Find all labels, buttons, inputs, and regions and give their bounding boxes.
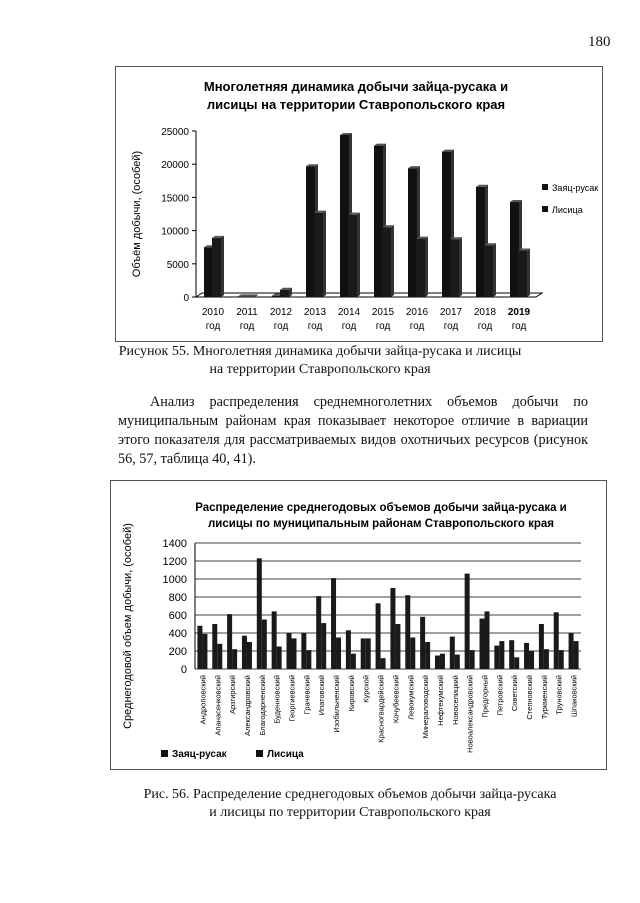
bar-side-face — [323, 211, 326, 297]
x-tick-label: Арзгирский — [228, 675, 238, 715]
legend-swatch — [161, 750, 168, 757]
legend-swatch — [542, 184, 548, 190]
bar-hare — [376, 603, 381, 669]
y-tick-label: 400 — [168, 628, 187, 640]
x-tick-sublabel: год — [511, 321, 527, 332]
bar-hare — [510, 202, 519, 297]
bar-side-face — [221, 236, 224, 297]
x-tick-label: 2018 — [473, 307, 497, 318]
bar-hare — [340, 135, 349, 297]
bar-fox — [280, 290, 289, 297]
bar-hare — [390, 588, 395, 669]
legend-label: Заяц-русак — [172, 749, 227, 760]
bar-fox — [348, 215, 357, 297]
x-tick-label: Шпаковский — [569, 675, 579, 717]
legend-label: Лисица — [267, 749, 304, 760]
bar-fox — [470, 650, 475, 669]
x-tick-label: Минераловодский — [421, 675, 431, 739]
x-tick-label: 2017 — [439, 307, 463, 318]
bar-hare — [569, 633, 574, 669]
bar-hare — [408, 168, 417, 297]
x-tick-label: Труновский — [554, 675, 564, 715]
bar-hare — [272, 611, 277, 669]
x-tick-label: Левокумский — [406, 675, 416, 720]
x-tick-sublabel: год — [239, 321, 255, 332]
x-tick-label: 2011 — [236, 307, 258, 318]
bar-hare — [509, 640, 514, 669]
chart-harvest-dynamics — [115, 66, 603, 342]
bar-hare — [272, 296, 281, 297]
bar-fox — [559, 650, 564, 669]
x-tick-label: Нефтекумский — [435, 675, 445, 726]
bar-fox — [292, 638, 297, 669]
figure-56-caption-line1: Рис. 56. Распределение среднегодовых объемов добычи зайца-русака — [143, 787, 557, 802]
x-tick-label: Курской — [361, 675, 371, 703]
bar-hare — [197, 626, 202, 669]
chart-title-line: Многолетняя динамика добычи зайца-русака и — [203, 79, 509, 94]
x-tick-label: Благодарненский — [257, 675, 267, 736]
bar-hare — [524, 643, 529, 669]
chart-title-line: Распределение среднегодовых объемов добычи зайца-русака и — [195, 502, 567, 514]
bar-fox — [544, 649, 549, 669]
bar-fox — [395, 624, 400, 669]
bar-fox — [381, 658, 386, 669]
legend-label: Лисица — [552, 205, 583, 215]
x-tick-label: Георгиевский — [287, 675, 297, 722]
bar-hare — [374, 146, 383, 297]
bar-hare — [420, 617, 425, 669]
bar-hare — [450, 637, 455, 669]
bar-fox — [366, 638, 371, 669]
bar-side-face — [527, 249, 530, 297]
bar-hare — [316, 596, 321, 669]
x-tick-label: 2012 — [269, 307, 293, 318]
y-tick-label: 5000 — [166, 259, 189, 271]
x-tick-label: Кочубеевский — [391, 675, 401, 723]
page-number: 180 — [588, 34, 611, 50]
bar-hare — [257, 558, 262, 669]
x-tick-sublabel: год — [205, 321, 221, 332]
bar-fox — [514, 657, 519, 669]
y-tick-label: 1200 — [162, 556, 187, 568]
bar-side-face — [425, 237, 428, 297]
bar-hare — [435, 656, 440, 670]
y-tick-label: 800 — [168, 592, 187, 604]
x-tick-sublabel: год — [477, 321, 493, 332]
figure-55-caption — [100, 343, 540, 379]
bar-hare — [539, 624, 544, 669]
bar-fox — [455, 655, 460, 669]
y-tick-label: 15000 — [161, 193, 189, 205]
body-paragraph — [118, 393, 588, 469]
y-tick-label: 0 — [180, 664, 187, 676]
y-tick-label: 25000 — [161, 127, 189, 138]
bar-fox — [529, 651, 534, 669]
bar-side-face — [459, 237, 462, 297]
bar-hare — [361, 638, 366, 669]
bar-fox — [232, 649, 237, 669]
bar-hare — [306, 166, 315, 297]
legend-swatch — [542, 206, 548, 212]
bar-fox — [336, 638, 341, 670]
body-paragraph-text: Анализ распределения среднемноголетних объемов добычи по муниципальным районам края показывает некоторое отличие в вариации этого показателя для рассматриваемых видов охотничьих ресурсов (рисунок 56, 57, таблица 40, 41). — [118, 394, 588, 467]
x-tick-label: 2015 — [371, 307, 395, 318]
bar-hare — [442, 152, 451, 297]
chart-district-distribution-svg — [111, 481, 606, 769]
bar-fox — [247, 642, 252, 669]
bar-hare — [238, 296, 247, 297]
x-tick-label: Ипатовский — [317, 675, 327, 716]
bar-hare — [494, 646, 499, 669]
y-tick-label: 1000 — [162, 574, 187, 586]
x-tick-label: Апанасенковский — [213, 675, 223, 736]
y-tick-label: 600 — [168, 610, 187, 622]
bar-hare — [242, 636, 247, 669]
chart-harvest-dynamics-svg — [116, 67, 602, 341]
bar-hare — [480, 619, 485, 669]
bar-fox — [440, 654, 445, 669]
x-tick-sublabel: год — [443, 321, 459, 332]
x-tick-sublabel: год — [375, 321, 391, 332]
x-tick-label: Андроповский — [198, 675, 208, 725]
bar-fox — [382, 227, 391, 297]
bar-hare — [554, 612, 559, 669]
x-tick-sublabel: год — [273, 321, 289, 332]
bar-fox — [321, 623, 326, 669]
bar-hare — [287, 633, 292, 669]
x-tick-label: Новоселицкий — [450, 675, 460, 725]
x-tick-label: Туркменский — [539, 675, 549, 720]
x-tick-label: 2010 — [201, 307, 225, 318]
x-tick-label: 2014 — [337, 307, 361, 318]
y-tick-label: 20000 — [161, 160, 189, 172]
bar-fox — [217, 644, 222, 669]
y-axis-title: Среднегодовой объем добычи, (особей) — [122, 523, 134, 729]
bar-fox — [499, 641, 504, 669]
x-tick-label: Изобильненский — [332, 675, 342, 733]
bar-fox — [212, 238, 221, 297]
x-tick-label: Советский — [510, 675, 520, 712]
figure-55-caption-line2: на территории Ставропольского края — [209, 362, 431, 377]
y-tick-label: 1400 — [162, 538, 187, 550]
chart-title-line: лисицы по муниципальным районам Ставропольского края — [207, 518, 555, 530]
bar-side-face — [493, 243, 496, 297]
bar-fox — [484, 245, 493, 297]
x-tick-sublabel: год — [307, 321, 323, 332]
bar-fox — [425, 642, 430, 669]
x-tick-label: Степновский — [525, 675, 535, 720]
bar-fox — [416, 239, 425, 297]
bar-hare — [301, 633, 306, 669]
legend-swatch — [256, 750, 263, 757]
bar-fox — [314, 213, 323, 297]
bar-hare — [346, 630, 351, 669]
bar-hare — [204, 247, 213, 297]
bar-fox — [574, 641, 579, 669]
bar-fox — [410, 638, 415, 670]
x-tick-label: Кировский — [346, 675, 356, 712]
x-tick-sublabel: год — [341, 321, 357, 332]
x-tick-label: Буденновский — [272, 675, 282, 724]
x-tick-label: Александровский — [242, 675, 252, 737]
bar-fox — [518, 251, 527, 297]
figure-56-caption-line2: и лисицы по территории Ставропольского края — [209, 805, 491, 820]
bar-fox — [306, 650, 311, 669]
bar-fox — [351, 654, 356, 669]
y-tick-label: 200 — [168, 646, 187, 658]
bar-fox — [246, 296, 255, 297]
bar-fox — [277, 647, 282, 670]
chart-district-distribution — [110, 480, 607, 770]
x-tick-label: Предгорный — [480, 675, 490, 718]
figure-56-caption — [115, 786, 585, 822]
chart-title-line: лисицы на территории Ставропольского края — [206, 97, 506, 112]
bar-side-face — [357, 213, 360, 297]
y-axis-title: Объём добычи, (особей) — [131, 150, 143, 278]
x-tick-label: Красногвардейский — [376, 675, 386, 743]
y-tick-label: 0 — [183, 293, 189, 304]
x-tick-label: Грачевский — [302, 675, 312, 715]
figure-55-caption-line1: Рисунок 55. Многолетняя динамика добычи зайца-русака и лисицы — [118, 344, 522, 359]
bar-hare — [476, 187, 485, 297]
x-tick-label: 2019 — [507, 307, 531, 318]
bar-side-face — [391, 225, 394, 297]
x-tick-label: 2016 — [405, 307, 429, 318]
bar-hare — [227, 614, 232, 669]
y-tick-label: 10000 — [161, 226, 189, 238]
legend-label: Заяц-русак — [552, 183, 599, 193]
bar-fox — [262, 620, 267, 670]
bar-fox — [202, 634, 207, 669]
bar-hare — [465, 574, 470, 669]
x-tick-label: Петровский — [495, 675, 505, 716]
x-tick-label: Новоалександровский — [465, 675, 475, 753]
bar-hare — [212, 624, 217, 669]
bar-fox — [485, 611, 490, 669]
bar-fox — [450, 239, 459, 297]
bar-hare — [331, 578, 336, 669]
x-tick-sublabel: год — [409, 321, 425, 332]
bar-hare — [405, 595, 410, 669]
x-tick-label: 2013 — [303, 307, 327, 318]
